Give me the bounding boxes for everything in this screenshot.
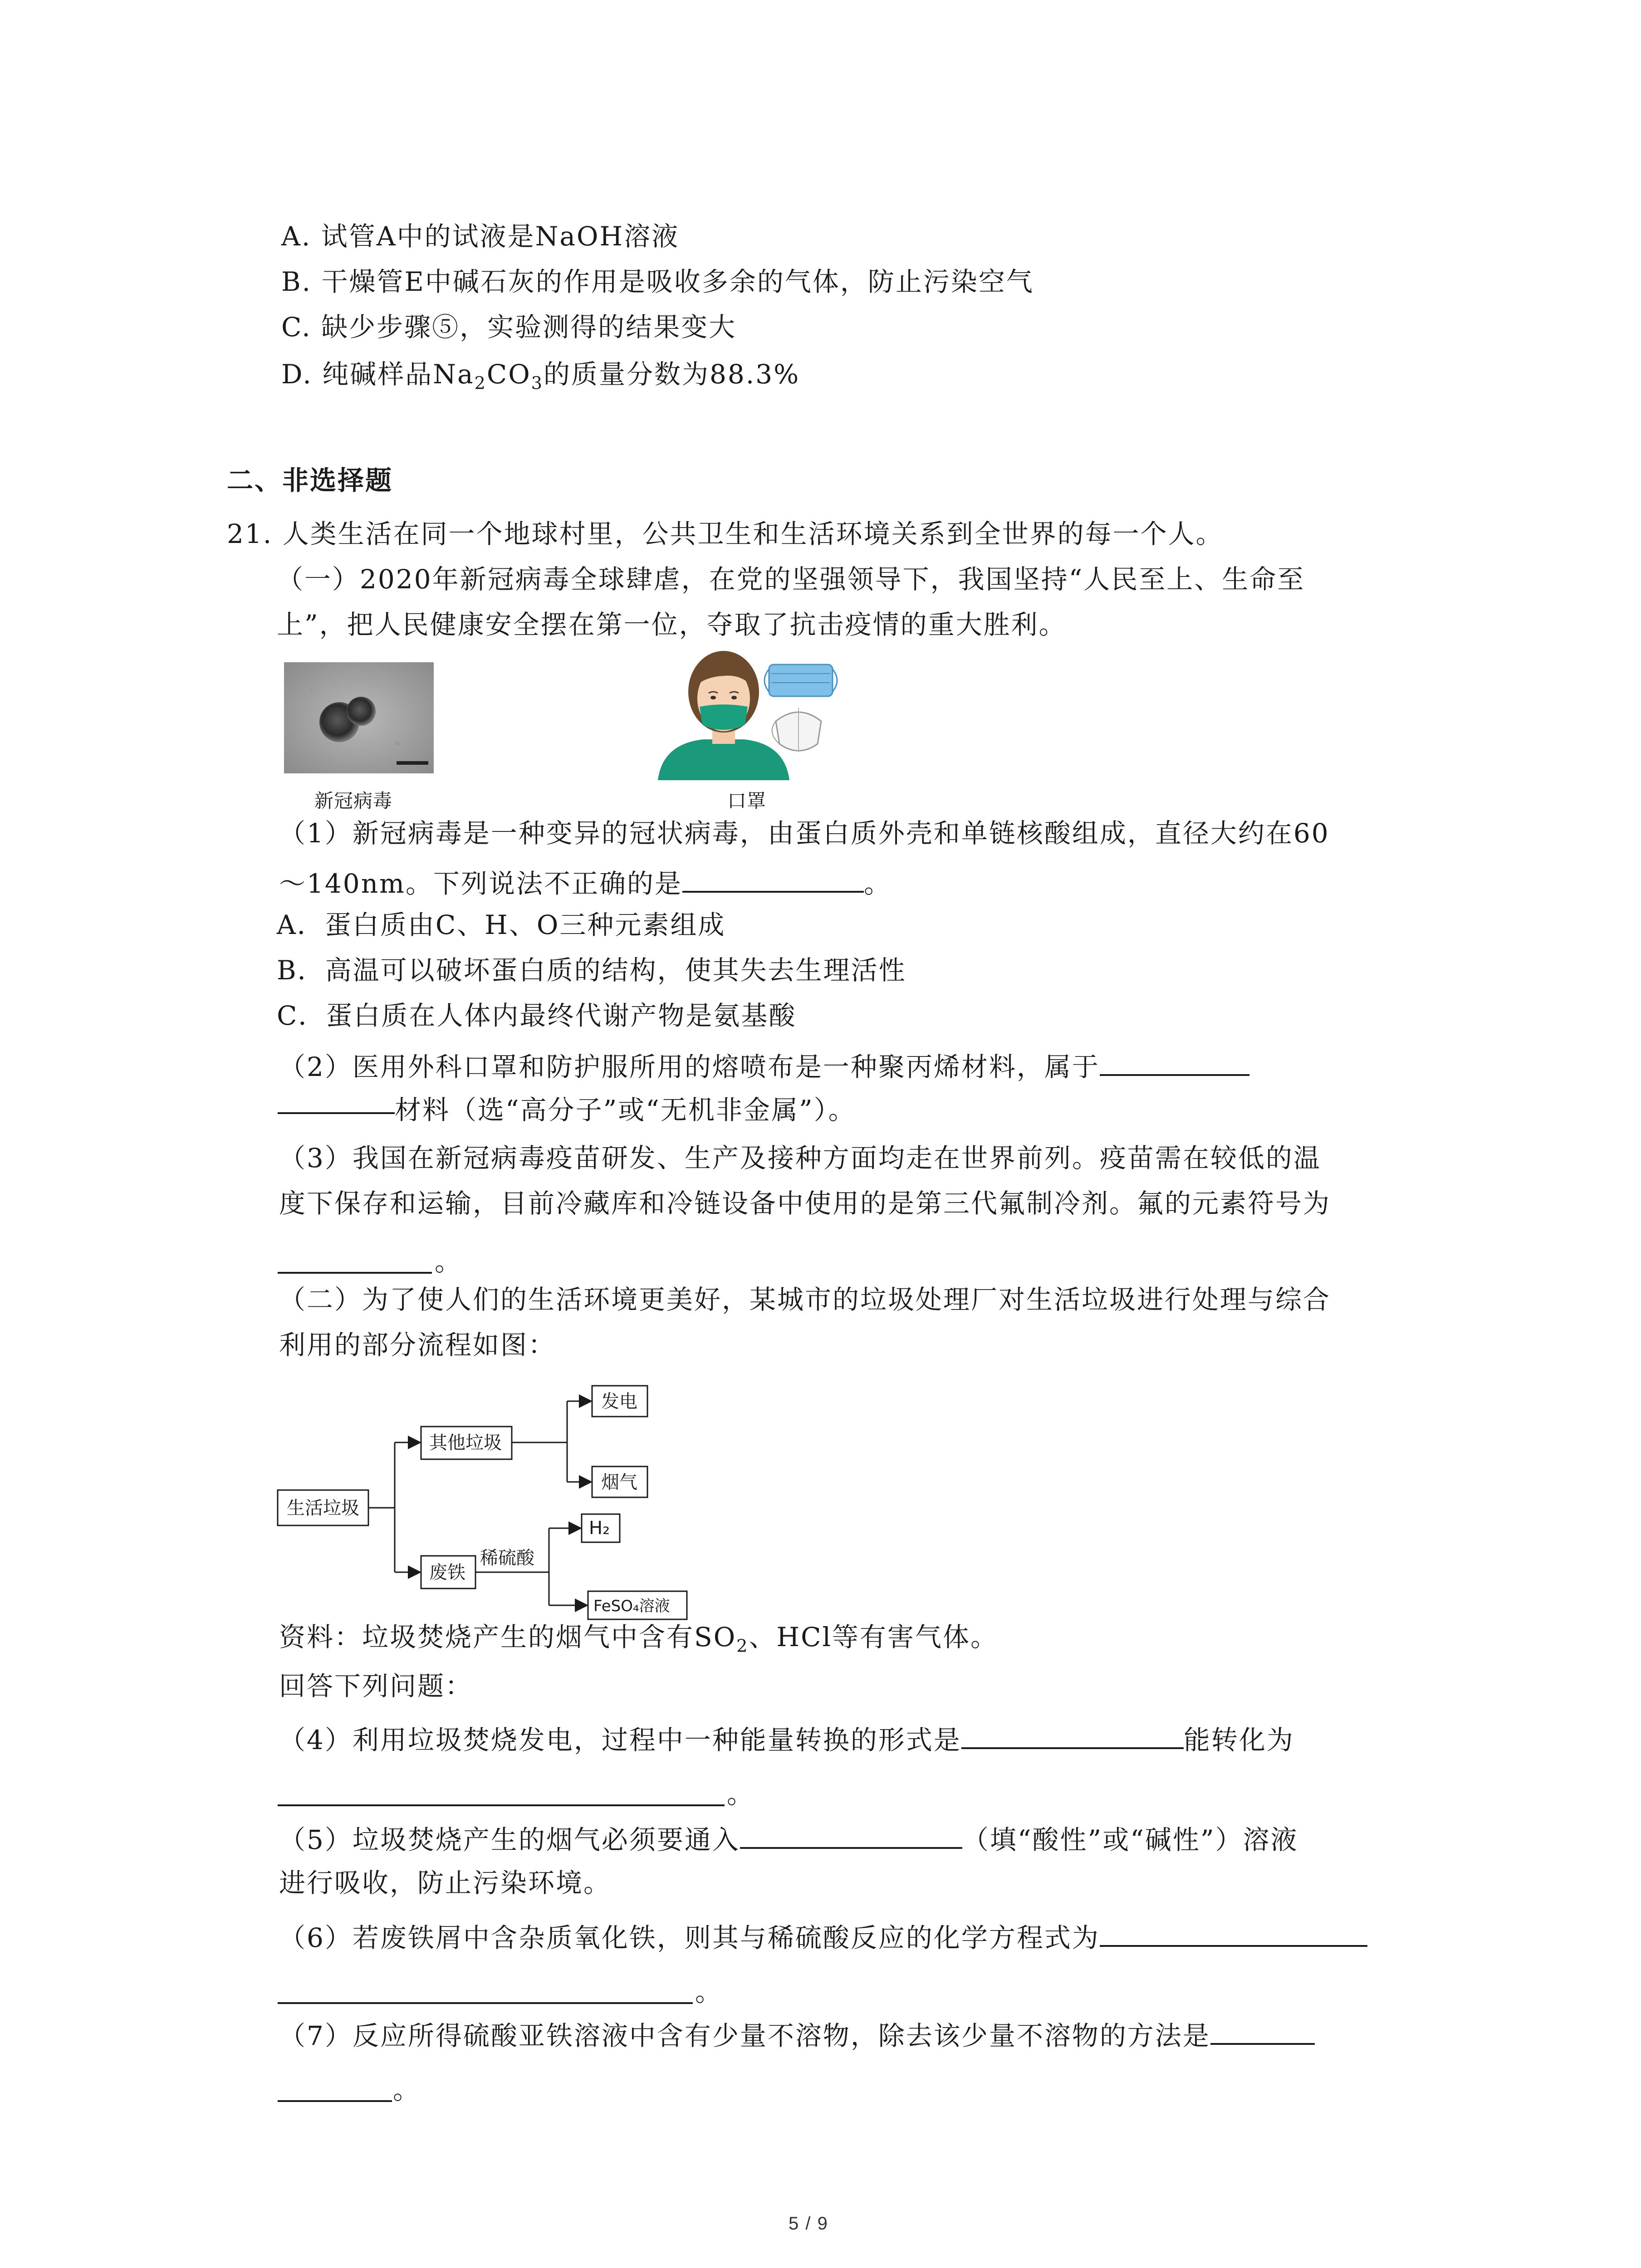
option-d-mid: CO: [486, 359, 531, 390]
q1-end: 。: [864, 868, 892, 899]
q5-answer-blank[interactable]: [740, 1823, 962, 1849]
part2-line2: 利用的部分流程如图：: [279, 1330, 556, 1360]
part1-line1: （一）2020年新冠病毒全球肆虐，在党的坚强领导下，我国坚持“人民至上、生命至: [277, 564, 1305, 595]
q3-answer-blank[interactable]: [278, 1272, 432, 1274]
q4-answer-blank-2[interactable]: [278, 1804, 725, 1806]
q6-line1: [279, 1921, 1367, 1951]
q2-answer-blank-2[interactable]: [278, 1112, 395, 1114]
q4-end: 。: [727, 1779, 755, 1809]
q5-post: （填“酸性”或“碱性”）溶液: [962, 1824, 1298, 1855]
q4-answer-blank-1[interactable]: [961, 1724, 1184, 1749]
q7-end: 。: [393, 2074, 421, 2105]
q4-line: [279, 1724, 1294, 1753]
q1-option-b: B．高温可以破坏蛋白质的结构，使其失去生理活性: [277, 955, 906, 986]
q4-pre: （4）利用垃圾焚烧发电，过程中一种能量转换的形式是: [279, 1725, 961, 1755]
q2-answer-blank-1[interactable]: [1100, 1051, 1249, 1076]
q6-answer-blank-2[interactable]: [278, 2002, 693, 2004]
q3-end: 。: [435, 1246, 463, 1277]
q5-line1: [279, 1823, 1298, 1853]
caption-mask: 口罩: [727, 790, 767, 812]
option-b: B. 干燥管E中碱石灰的作用是吸收多余的气体，防止污染空气: [281, 266, 1034, 297]
q1-option-c: C．蛋白质在人体内最终代谢产物是氨基酸: [277, 1000, 797, 1031]
q1-line2: [279, 867, 892, 897]
q2-line1-text: （2）医用外科口罩和防护服所用的熔喷布是一种聚丙烯材料，属于: [279, 1051, 1100, 1082]
q3-line2: 度下保存和运输，目前冷藏库和冷链设备中使用的是第三代氟制冷剂。氟的元素符号为: [279, 1188, 1331, 1219]
virus-image: [284, 662, 434, 773]
q3-line1: （3）我国在新冠病毒疫苗研发、生产及接种方面均走在世界前列。疫苗需在较低的温: [279, 1143, 1321, 1173]
flow-feso4: FeSO₄溶液: [593, 1597, 670, 1615]
q7-pre: （7）反应所得硫酸亚铁溶液中含有少量不溶物，除去该少量不溶物的方法是: [279, 2020, 1210, 2051]
option-d: [281, 361, 800, 392]
section-title: 二、非选择题: [227, 465, 393, 496]
q6-pre: （6）若废铁屑中含杂质氧化铁，则其与稀硫酸反应的化学方程式为: [279, 1922, 1100, 1953]
flow-other: 其他垃圾: [429, 1432, 502, 1453]
q1-answer-blank[interactable]: [682, 867, 864, 893]
q2-line2: 材料（选“高分子”或“无机非金属”）。: [395, 1095, 856, 1125]
flow-iron: 废铁: [429, 1562, 465, 1583]
option-d-sub1: 2: [474, 373, 487, 393]
q1-line1: （1）新冠病毒是一种变异的冠状病毒，由蛋白质外壳和单链核酸组成，直径大约在60: [279, 818, 1330, 849]
q1-line2-text: ～140nm。下列说法不正确的是: [279, 868, 683, 899]
q7-answer-blank-1[interactable]: [1210, 2019, 1315, 2045]
option-d-sub2: 3: [531, 373, 544, 393]
option-d-pre: D. 纯碱样品Na: [281, 359, 475, 390]
answer-prompt: 回答下列问题：: [279, 1671, 473, 1701]
part1-line2: 上”，把人民健康安全摆在第一位，夺取了抗击疫情的重大胜利。: [277, 609, 1067, 640]
info-sub: 2: [736, 1636, 749, 1656]
info-line: [279, 1624, 998, 1655]
waste-flow-diagram: [277, 1370, 703, 1624]
info-post: 、HCl等有害气体。: [749, 1622, 998, 1652]
q5-pre: （5）垃圾焚烧产生的烟气必须要通入: [279, 1824, 740, 1855]
flow-start: 生活垃圾: [287, 1498, 359, 1519]
flow-acid: 稀硫酸: [480, 1548, 534, 1569]
part2-line1: （二）为了使人们的生活环境更美好，某城市的垃圾处理厂对生活垃圾进行处理与综合: [279, 1284, 1331, 1315]
q7-answer-blank-2[interactable]: [278, 2100, 392, 2102]
caption-virus: 新冠病毒: [314, 790, 393, 812]
q2-line1: [279, 1051, 1249, 1080]
option-a: A. 试管A中的试液是NaOH溶液: [281, 221, 680, 252]
q1-option-a: A．蛋白质由C、H、O三种元素组成: [277, 909, 726, 940]
mask-image: [649, 649, 839, 780]
q6-end: 。: [695, 1976, 723, 2007]
q21-intro: 21. 人类生活在同一个地球村里，公共卫生和生活环境关系到全世界的每一个人。: [227, 518, 1224, 549]
option-c: C. 缺少步骤⑤，实验测得的结果变大: [281, 312, 737, 342]
flow-power: 发电: [601, 1391, 637, 1412]
info-pre: 资料：垃圾焚烧产生的烟气中含有SO: [279, 1622, 737, 1652]
flow-smoke: 烟气: [601, 1472, 637, 1493]
q5-line2: 进行吸收，防止污染环境。: [279, 1867, 612, 1898]
page-number: 5 / 9: [789, 2214, 828, 2234]
q6-answer-blank-1[interactable]: [1100, 1921, 1367, 1947]
q7-line1: [279, 2019, 1315, 2049]
flow-h2: H₂: [589, 1518, 610, 1539]
option-d-post: 的质量分数为88.3%: [543, 359, 800, 390]
q4-mid: 能转化为: [1183, 1725, 1294, 1755]
